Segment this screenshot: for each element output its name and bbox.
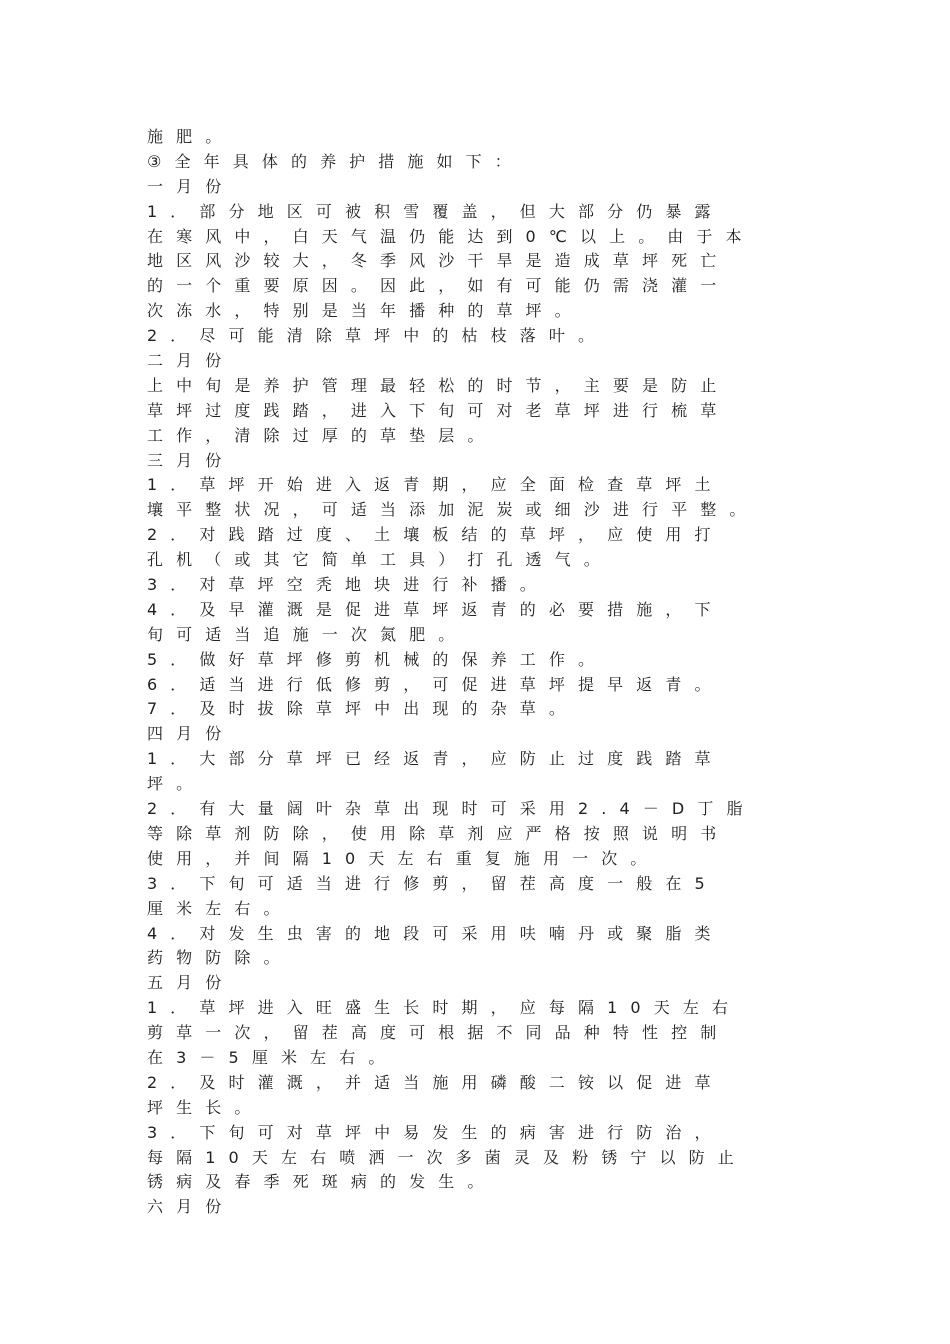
text-line: 坪生长。 <box>147 1097 264 1117</box>
text-line: 4．对发生虫害的地段可采用呋喃丹或聚脂类 <box>147 923 724 943</box>
text-line: 在寒风中，白天气温仍能达到0℃以上。由于本 <box>147 226 755 246</box>
text-line: 孔机（或其它简单工具）打孔透气。 <box>147 550 613 570</box>
text-line: 2．及时灌溉，并适当施用磷酸二铵以促进草 <box>147 1072 724 1092</box>
text-line: 1．草坪进入旺盛生长时期，应每隔10天左右 <box>147 998 742 1018</box>
text-line: 锈病及春季死斑病的发生。 <box>147 1172 497 1192</box>
text-line: 施肥。 <box>147 127 235 146</box>
text-line: 在3－5厘米左右。 <box>147 1047 398 1067</box>
text-line: 4．及早灌溉是促进草坪返青的必要措施，下 <box>147 599 724 619</box>
text-line: 次冻水，特别是当年播种的草坪。 <box>147 301 584 321</box>
text-line: 坪。 <box>147 774 206 794</box>
text-line: 使用，并间隔10天左右重复施用一次。 <box>147 848 660 868</box>
text-line: 药物防除。 <box>147 948 293 968</box>
month-heading: 三月份 <box>147 450 235 470</box>
text-line: 上中旬是养护管理最轻松的时节，主要是防止 <box>147 375 730 395</box>
text-line: 2．对践踏过度、土壤板结的草坪，应使用打 <box>147 525 724 545</box>
text-line: 的一个重要原因。因此，如有可能仍需浇灌一 <box>147 276 730 296</box>
text-line: 地区风沙较大，冬季风沙干旱是造成草坪死亡 <box>147 251 730 271</box>
text-line: 3．下旬可适当进行修剪，留茬高度一般在5 <box>147 873 718 893</box>
text-line: 2．有大量阔叶杂草出现时可采用2.4－D丁脂 <box>147 799 756 819</box>
text-line: 壤平整状况，可适当添加泥炭或细沙进行平整。 <box>147 500 759 520</box>
text-line: 5．做好草坪修剪机械的保养工作。 <box>147 649 608 669</box>
text-line: 7．及时拔除草坪中出现的杂草。 <box>147 699 578 719</box>
month-heading: 二月份 <box>147 351 235 371</box>
text-line: 2．尽可能清除草坪中的枯枝落叶。 <box>147 326 608 346</box>
text-line: 6．适当进行低修剪，可促进草坪提早返青。 <box>147 674 724 694</box>
section-heading: ③全年具体的养护措施如下： <box>147 151 524 171</box>
text-line: 厘米左右。 <box>147 898 293 918</box>
text-line: 旬可适当追施一次氮肥。 <box>147 624 468 644</box>
text-line: 工作，清除过厚的草垫层。 <box>147 425 497 445</box>
month-heading: 六月份 <box>147 1197 235 1217</box>
text-line: 1．大部分草坪已经返青，应防止过度践踏草 <box>147 749 724 769</box>
month-heading: 四月份 <box>147 724 235 744</box>
document-body <box>147 125 797 1220</box>
text-line: 3．下旬可对草坪中易发生的病害进行防治， <box>147 1122 724 1142</box>
text-line: 等除草剂防除，使用除草剂应严格按照说明书 <box>147 823 730 843</box>
month-heading: 一月份 <box>147 176 235 196</box>
text-line: 草坪过度践踏，进入下旬可对老草坪进行梳草 <box>147 400 730 420</box>
text-line: 每隔10天左右喷洒一次多菌灵及粉锈宁以防止 <box>147 1147 747 1167</box>
text-line: 1．草坪开始进入返青期，应全面检查草坪土 <box>147 475 724 495</box>
text-line: 剪草一次，留茬高度可根据不同品种特性控制 <box>147 1023 730 1043</box>
month-heading: 五月份 <box>147 973 235 993</box>
text-line: 3．对草坪空秃地块进行补播。 <box>147 575 549 595</box>
text-line: 1．部分地区可被积雪覆盖，但大部分仍暴露 <box>147 201 724 221</box>
